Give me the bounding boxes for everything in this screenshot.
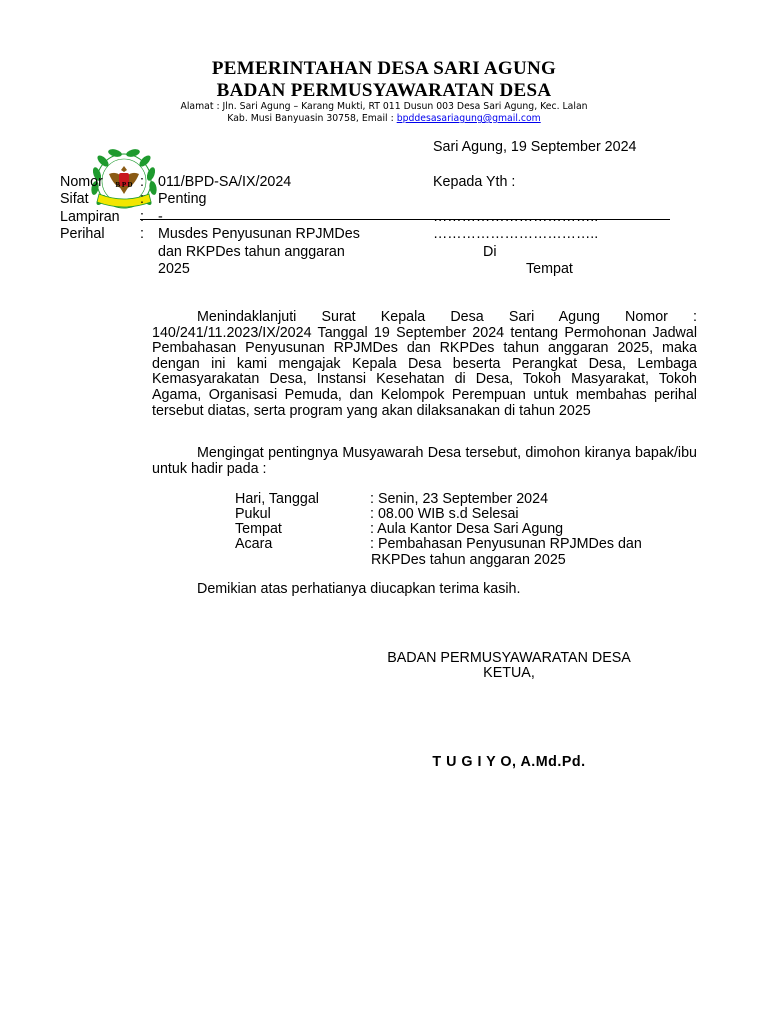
sifat-colon: :: [140, 191, 144, 207]
signature-role: KETUA,: [483, 665, 535, 681]
body-paragraph-2: Mengingat pentingnya Musyawarah Desa tersebut, dimohon kiranya bapak/ibu untuk hadir pada :: [152, 445, 697, 477]
lampiran-value: -: [158, 209, 163, 225]
address-line1: Alamat : Jln. Sari Agung – Karang Mukti, RT 011 Dusun 003 Desa Sari Agung, Kec. Lalan: [180, 101, 588, 112]
address-line2-prefix: Kab. Musi Banyuasin 30758, Email :: [227, 113, 397, 124]
signature-org: BADAN PERMUSYAWARATAN DESA: [387, 650, 631, 666]
schedule-acara-label: Acara: [235, 536, 273, 552]
nomor-colon: :: [140, 174, 144, 190]
email-link[interactable]: bpddesasariagung@gmail.com: [396, 113, 541, 124]
nomor-label: Nomor: [60, 174, 103, 190]
lampiran-colon: :: [140, 209, 144, 225]
org-title-line1: PEMERINTAHAN DESA SARI AGUNG: [211, 58, 557, 79]
sifat-label: Sifat: [60, 191, 89, 207]
perihal-line3: 2025: [158, 261, 190, 277]
schedule-pukul-value: : 08.00 WIB s.d Selesai: [370, 506, 519, 522]
lampiran-label: Lampiran: [60, 209, 120, 225]
sifat-value: Penting: [158, 191, 207, 207]
signature-name: T U G I Y O, A.Md.Pd.: [432, 754, 586, 770]
schedule-hari-label: Hari, Tanggal: [235, 491, 319, 507]
schedule-acara-value-line1: : Pembahasan Penyusunan RPJMDes dan: [370, 536, 642, 552]
bpd-logo-text: B P D: [115, 181, 133, 189]
letter-date: Sari Agung, 19 September 2024: [433, 139, 637, 155]
schedule-tempat-label: Tempat: [235, 521, 282, 537]
perihal-colon: :: [140, 226, 144, 242]
perihal-line2: dan RKPDes tahun anggaran: [158, 244, 345, 260]
perihal-label: Perihal: [60, 226, 105, 242]
recipient-label: Kepada Yth :: [433, 174, 516, 190]
schedule-hari-value: : Senin, 23 September 2024: [370, 491, 549, 507]
body-paragraph-1: Menindaklanjuti Surat Kepala Desa Sari Agung Nomor : 140/241/11.2023/IX/2024 Tanggal 19 September 2024 tentang Permohonan Jadwal Pembahasan Penyusunan RPJMDes dan RKPDes tahun anggaran 2025, maka dengan ini kami mengajak Kepala Desa beserta Perangkat Desa, Lembaga Kemasyarakatan Desa, Instansi Kesehatan di Desa, Tokoh Masyarakat, Tokoh Agama, Organisasi Pemuda, dan Kelompok Perempuan untuk membahas perihal tersebut diatas, serta program yang akan dilaksanakan di tahun 2025: [152, 309, 697, 419]
org-title-line2: BADAN PERMUSYAWARATAN DESA: [216, 80, 552, 101]
recipient-tempat: Tempat: [526, 261, 573, 277]
recipient-dots1: ……………………………..: [433, 209, 599, 225]
address-line2: [0, 113, 768, 124]
schedule-acara-value-line2: RKPDes tahun anggaran 2025: [371, 552, 566, 568]
closing-text: Demikian atas perhatianya diucapkan terima kasih.: [197, 581, 521, 597]
nomor-value: 011/BPD-SA/IX/2024: [158, 174, 292, 190]
recipient-dots2: ……………………………..: [433, 226, 599, 242]
schedule-tempat-value: : Aula Kantor Desa Sari Agung: [370, 521, 564, 537]
schedule-pukul-label: Pukul: [235, 506, 271, 522]
recipient-di: Di: [483, 244, 497, 260]
perihal-line1: Musdes Penyusunan RPJMDes: [158, 226, 360, 242]
